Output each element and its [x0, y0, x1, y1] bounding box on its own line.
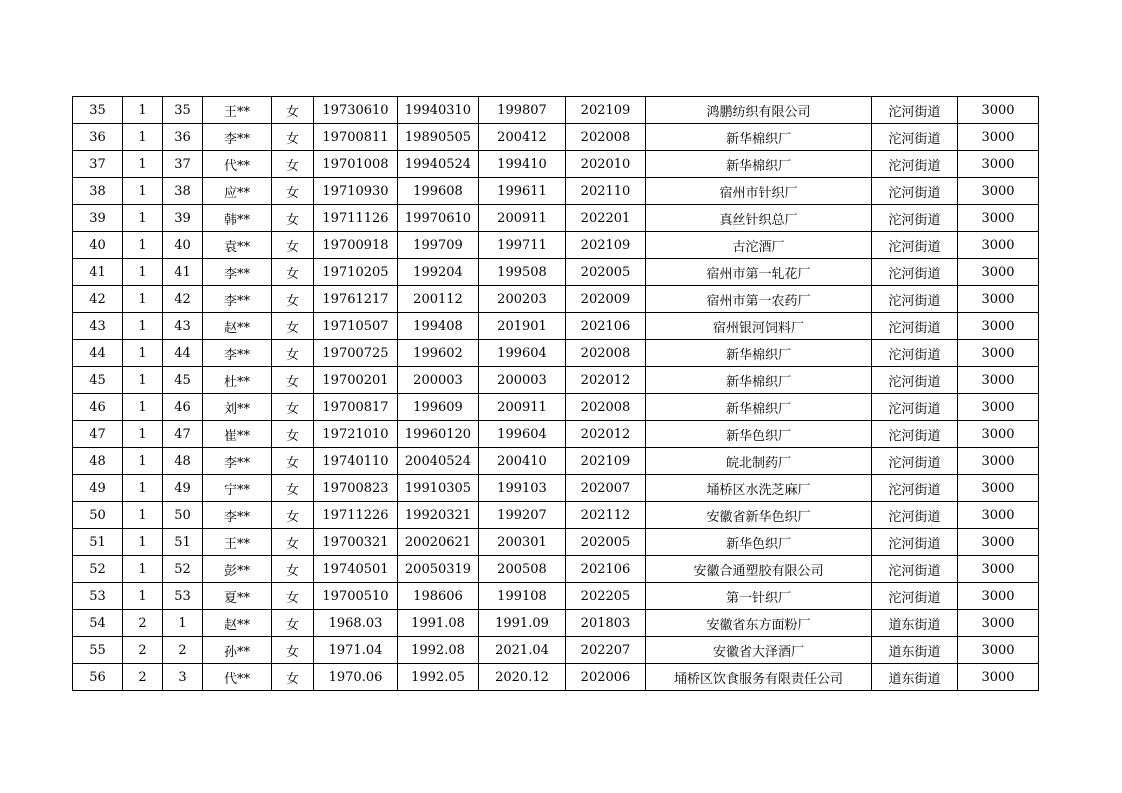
- subdistrict-cell: 沱河街道: [872, 475, 958, 502]
- birth-date-cell: 19700510: [314, 583, 398, 610]
- subdistrict-cell: 沱河街道: [872, 583, 958, 610]
- work-start-cell: 1992.05: [398, 664, 479, 691]
- month-cell: 202207: [566, 637, 646, 664]
- amount-cell: 3000: [958, 421, 1039, 448]
- amount-cell: 3000: [958, 205, 1039, 232]
- subdistrict-cell: 沱河街道: [872, 97, 958, 124]
- name-cell: 王**: [203, 97, 272, 124]
- birth-date-cell: 19700811: [314, 124, 398, 151]
- seq-cell: 41: [73, 259, 123, 286]
- group-cell: 1: [123, 502, 163, 529]
- name-cell: 崔**: [203, 421, 272, 448]
- amount-cell: 3000: [958, 124, 1039, 151]
- name-cell: 韩**: [203, 205, 272, 232]
- employer-cell: 新华棉织厂: [646, 124, 872, 151]
- birth-date-cell: 19761217: [314, 286, 398, 313]
- date-cell: 199604: [479, 421, 566, 448]
- gender-cell: 女: [272, 502, 314, 529]
- date-cell: 199103: [479, 475, 566, 502]
- gender-cell: 女: [272, 367, 314, 394]
- table-row: [73, 259, 1039, 286]
- group-seq-cell: 42: [163, 286, 203, 313]
- subdistrict-cell: 道东街道: [872, 637, 958, 664]
- name-cell: 杜**: [203, 367, 272, 394]
- table-row: [73, 610, 1039, 637]
- subdistrict-cell: 道东街道: [872, 610, 958, 637]
- amount-cell: 3000: [958, 529, 1039, 556]
- group-seq-cell: 41: [163, 259, 203, 286]
- group-seq-cell: 3: [163, 664, 203, 691]
- birth-date-cell: 19701008: [314, 151, 398, 178]
- table-row: [73, 421, 1039, 448]
- records-body: [73, 97, 1039, 691]
- gender-cell: 女: [272, 151, 314, 178]
- group-cell: 1: [123, 529, 163, 556]
- seq-cell: 45: [73, 367, 123, 394]
- month-cell: 202109: [566, 448, 646, 475]
- amount-cell: 3000: [958, 637, 1039, 664]
- month-cell: 202201: [566, 205, 646, 232]
- employer-cell: 古沱酒厂: [646, 232, 872, 259]
- seq-cell: 55: [73, 637, 123, 664]
- table-row: [73, 205, 1039, 232]
- group-seq-cell: 47: [163, 421, 203, 448]
- subdistrict-cell: 沱河街道: [872, 367, 958, 394]
- date-cell: 200410: [479, 448, 566, 475]
- birth-date-cell: 19710930: [314, 178, 398, 205]
- work-start-cell: 199709: [398, 232, 479, 259]
- subdistrict-cell: 沱河街道: [872, 313, 958, 340]
- work-start-cell: 1991.08: [398, 610, 479, 637]
- work-start-cell: 19940524: [398, 151, 479, 178]
- date-cell: 2020.12: [479, 664, 566, 691]
- employer-cell: 埇桥区水洗芝麻厂: [646, 475, 872, 502]
- group-seq-cell: 46: [163, 394, 203, 421]
- amount-cell: 3000: [958, 448, 1039, 475]
- work-start-cell: 19940310: [398, 97, 479, 124]
- seq-cell: 43: [73, 313, 123, 340]
- seq-cell: 40: [73, 232, 123, 259]
- work-start-cell: 1992.08: [398, 637, 479, 664]
- month-cell: 202010: [566, 151, 646, 178]
- employer-cell: 真丝针织总厂: [646, 205, 872, 232]
- date-cell: 199108: [479, 583, 566, 610]
- subdistrict-cell: 道东街道: [872, 664, 958, 691]
- birth-date-cell: 19700201: [314, 367, 398, 394]
- gender-cell: 女: [272, 205, 314, 232]
- group-cell: 1: [123, 556, 163, 583]
- date-cell: 200508: [479, 556, 566, 583]
- subdistrict-cell: 沱河街道: [872, 529, 958, 556]
- gender-cell: 女: [272, 97, 314, 124]
- amount-cell: 3000: [958, 502, 1039, 529]
- month-cell: 202006: [566, 664, 646, 691]
- work-start-cell: 19910305: [398, 475, 479, 502]
- amount-cell: 3000: [958, 178, 1039, 205]
- employer-cell: 皖北制药厂: [646, 448, 872, 475]
- name-cell: 孙**: [203, 637, 272, 664]
- group-seq-cell: 43: [163, 313, 203, 340]
- seq-cell: 38: [73, 178, 123, 205]
- group-seq-cell: 44: [163, 340, 203, 367]
- employer-cell: 宿州市第一轧花厂: [646, 259, 872, 286]
- seq-cell: 44: [73, 340, 123, 367]
- group-cell: 1: [123, 286, 163, 313]
- name-cell: 赵**: [203, 313, 272, 340]
- employer-cell: 安徽省大泽酒厂: [646, 637, 872, 664]
- gender-cell: 女: [272, 394, 314, 421]
- name-cell: 刘**: [203, 394, 272, 421]
- subdistrict-cell: 沱河街道: [872, 205, 958, 232]
- amount-cell: 3000: [958, 556, 1039, 583]
- birth-date-cell: 19730610: [314, 97, 398, 124]
- gender-cell: 女: [272, 610, 314, 637]
- group-seq-cell: 35: [163, 97, 203, 124]
- subdistrict-cell: 沱河街道: [872, 151, 958, 178]
- seq-cell: 52: [73, 556, 123, 583]
- amount-cell: 3000: [958, 340, 1039, 367]
- employer-cell: 新华棉织厂: [646, 340, 872, 367]
- gender-cell: 女: [272, 259, 314, 286]
- birth-date-cell: 1971.04: [314, 637, 398, 664]
- subdistrict-cell: 沱河街道: [872, 286, 958, 313]
- group-seq-cell: 40: [163, 232, 203, 259]
- seq-cell: 51: [73, 529, 123, 556]
- employer-cell: 宿州市第一农药厂: [646, 286, 872, 313]
- gender-cell: 女: [272, 232, 314, 259]
- seq-cell: 39: [73, 205, 123, 232]
- date-cell: 2021.04: [479, 637, 566, 664]
- amount-cell: 3000: [958, 286, 1039, 313]
- table-row: [73, 637, 1039, 664]
- work-start-cell: 20020621: [398, 529, 479, 556]
- gender-cell: 女: [272, 583, 314, 610]
- employer-cell: 鸿鹏纺织有限公司: [646, 97, 872, 124]
- group-seq-cell: 38: [163, 178, 203, 205]
- gender-cell: 女: [272, 556, 314, 583]
- date-cell: 199604: [479, 340, 566, 367]
- subdistrict-cell: 沱河街道: [872, 259, 958, 286]
- gender-cell: 女: [272, 313, 314, 340]
- employer-cell: 新华棉织厂: [646, 151, 872, 178]
- birth-date-cell: 1970.06: [314, 664, 398, 691]
- date-cell: 199611: [479, 178, 566, 205]
- date-cell: 199807: [479, 97, 566, 124]
- name-cell: 夏**: [203, 583, 272, 610]
- month-cell: 202009: [566, 286, 646, 313]
- birth-date-cell: 19711126: [314, 205, 398, 232]
- group-seq-cell: 45: [163, 367, 203, 394]
- seq-cell: 56: [73, 664, 123, 691]
- seq-cell: 50: [73, 502, 123, 529]
- birth-date-cell: 19740110: [314, 448, 398, 475]
- work-start-cell: 19920321: [398, 502, 479, 529]
- amount-cell: 3000: [958, 259, 1039, 286]
- name-cell: 赵**: [203, 610, 272, 637]
- amount-cell: 3000: [958, 475, 1039, 502]
- work-start-cell: 198606: [398, 583, 479, 610]
- work-start-cell: 200003: [398, 367, 479, 394]
- work-start-cell: 199609: [398, 394, 479, 421]
- month-cell: 201803: [566, 610, 646, 637]
- gender-cell: 女: [272, 178, 314, 205]
- gender-cell: 女: [272, 286, 314, 313]
- gender-cell: 女: [272, 340, 314, 367]
- subdistrict-cell: 沱河街道: [872, 502, 958, 529]
- group-cell: 1: [123, 232, 163, 259]
- group-cell: 1: [123, 583, 163, 610]
- group-cell: 1: [123, 97, 163, 124]
- amount-cell: 3000: [958, 664, 1039, 691]
- seq-cell: 35: [73, 97, 123, 124]
- subdistrict-cell: 沱河街道: [872, 340, 958, 367]
- name-cell: 袁**: [203, 232, 272, 259]
- table-row: [73, 367, 1039, 394]
- birth-date-cell: 19700321: [314, 529, 398, 556]
- date-cell: 200911: [479, 205, 566, 232]
- name-cell: 宁**: [203, 475, 272, 502]
- name-cell: 王**: [203, 529, 272, 556]
- table-row: [73, 97, 1039, 124]
- work-start-cell: 19970610: [398, 205, 479, 232]
- table-row: [73, 394, 1039, 421]
- group-cell: 1: [123, 178, 163, 205]
- seq-cell: 37: [73, 151, 123, 178]
- month-cell: 202008: [566, 124, 646, 151]
- group-cell: 2: [123, 610, 163, 637]
- month-cell: 202005: [566, 259, 646, 286]
- table-row: [73, 556, 1039, 583]
- group-seq-cell: 37: [163, 151, 203, 178]
- employer-cell: 安徽合通塑胶有限公司: [646, 556, 872, 583]
- seq-cell: 46: [73, 394, 123, 421]
- employer-cell: 安徽省新华色织厂: [646, 502, 872, 529]
- date-cell: 200301: [479, 529, 566, 556]
- birth-date-cell: 19710507: [314, 313, 398, 340]
- name-cell: 李**: [203, 340, 272, 367]
- table-row: [73, 583, 1039, 610]
- name-cell: 李**: [203, 124, 272, 151]
- employer-cell: 宿州银河饲料厂: [646, 313, 872, 340]
- group-cell: 1: [123, 313, 163, 340]
- table-row: [73, 475, 1039, 502]
- group-cell: 1: [123, 151, 163, 178]
- group-cell: 1: [123, 475, 163, 502]
- work-start-cell: 200112: [398, 286, 479, 313]
- month-cell: 202110: [566, 178, 646, 205]
- date-cell: 200203: [479, 286, 566, 313]
- name-cell: 代**: [203, 151, 272, 178]
- gender-cell: 女: [272, 124, 314, 151]
- date-cell: 200911: [479, 394, 566, 421]
- date-cell: 1991.09: [479, 610, 566, 637]
- table-row: [73, 502, 1039, 529]
- name-cell: 李**: [203, 286, 272, 313]
- group-seq-cell: 50: [163, 502, 203, 529]
- birth-date-cell: 19740501: [314, 556, 398, 583]
- group-seq-cell: 51: [163, 529, 203, 556]
- birth-date-cell: 19700725: [314, 340, 398, 367]
- gender-cell: 女: [272, 637, 314, 664]
- seq-cell: 47: [73, 421, 123, 448]
- subdistrict-cell: 沱河街道: [872, 232, 958, 259]
- amount-cell: 3000: [958, 151, 1039, 178]
- group-seq-cell: 52: [163, 556, 203, 583]
- group-seq-cell: 49: [163, 475, 203, 502]
- work-start-cell: 19960120: [398, 421, 479, 448]
- work-start-cell: 199204: [398, 259, 479, 286]
- subdistrict-cell: 沱河街道: [872, 178, 958, 205]
- seq-cell: 36: [73, 124, 123, 151]
- table-row: [73, 286, 1039, 313]
- month-cell: 202106: [566, 556, 646, 583]
- subdistrict-cell: 沱河街道: [872, 556, 958, 583]
- birth-date-cell: 1968.03: [314, 610, 398, 637]
- seq-cell: 54: [73, 610, 123, 637]
- table-row: [73, 232, 1039, 259]
- group-cell: 1: [123, 421, 163, 448]
- work-start-cell: 199608: [398, 178, 479, 205]
- gender-cell: 女: [272, 664, 314, 691]
- subdistrict-cell: 沱河街道: [872, 124, 958, 151]
- date-cell: 199508: [479, 259, 566, 286]
- amount-cell: 3000: [958, 232, 1039, 259]
- date-cell: 199207: [479, 502, 566, 529]
- subdistrict-cell: 沱河街道: [872, 421, 958, 448]
- seq-cell: 48: [73, 448, 123, 475]
- group-seq-cell: 2: [163, 637, 203, 664]
- group-seq-cell: 36: [163, 124, 203, 151]
- month-cell: 202112: [566, 502, 646, 529]
- group-seq-cell: 53: [163, 583, 203, 610]
- birth-date-cell: 19721010: [314, 421, 398, 448]
- month-cell: 202007: [566, 475, 646, 502]
- amount-cell: 3000: [958, 367, 1039, 394]
- group-seq-cell: 1: [163, 610, 203, 637]
- table-row: [73, 313, 1039, 340]
- gender-cell: 女: [272, 529, 314, 556]
- employer-cell: 安徽省东方面粉厂: [646, 610, 872, 637]
- group-seq-cell: 48: [163, 448, 203, 475]
- amount-cell: 3000: [958, 583, 1039, 610]
- birth-date-cell: 19710205: [314, 259, 398, 286]
- table-row: [73, 178, 1039, 205]
- subdistrict-cell: 沱河街道: [872, 394, 958, 421]
- date-cell: 200003: [479, 367, 566, 394]
- work-start-cell: 20050319: [398, 556, 479, 583]
- table-row: [73, 448, 1039, 475]
- gender-cell: 女: [272, 448, 314, 475]
- employer-cell: 宿州市针织厂: [646, 178, 872, 205]
- month-cell: 202005: [566, 529, 646, 556]
- work-start-cell: 20040524: [398, 448, 479, 475]
- amount-cell: 3000: [958, 313, 1039, 340]
- work-start-cell: 19890505: [398, 124, 479, 151]
- group-cell: 1: [123, 367, 163, 394]
- table-row: [73, 124, 1039, 151]
- month-cell: 202012: [566, 421, 646, 448]
- month-cell: 202012: [566, 367, 646, 394]
- table-row: [73, 529, 1039, 556]
- month-cell: 202008: [566, 394, 646, 421]
- subdistrict-cell: 沱河街道: [872, 448, 958, 475]
- date-cell: 200412: [479, 124, 566, 151]
- records-table: [72, 96, 1039, 691]
- employer-cell: 新华棉织厂: [646, 394, 872, 421]
- group-cell: 1: [123, 340, 163, 367]
- employer-cell: 第一针织厂: [646, 583, 872, 610]
- name-cell: 应**: [203, 178, 272, 205]
- month-cell: 202106: [566, 313, 646, 340]
- group-cell: 1: [123, 205, 163, 232]
- employer-cell: 埇桥区饮食服务有限责任公司: [646, 664, 872, 691]
- table-row: [73, 664, 1039, 691]
- seq-cell: 49: [73, 475, 123, 502]
- date-cell: 199711: [479, 232, 566, 259]
- gender-cell: 女: [272, 421, 314, 448]
- group-cell: 1: [123, 259, 163, 286]
- group-cell: 2: [123, 664, 163, 691]
- month-cell: 202008: [566, 340, 646, 367]
- name-cell: 李**: [203, 502, 272, 529]
- birth-date-cell: 19700817: [314, 394, 398, 421]
- amount-cell: 3000: [958, 610, 1039, 637]
- amount-cell: 3000: [958, 394, 1039, 421]
- group-cell: 1: [123, 394, 163, 421]
- date-cell: 199410: [479, 151, 566, 178]
- birth-date-cell: 19700823: [314, 475, 398, 502]
- name-cell: 代**: [203, 664, 272, 691]
- month-cell: 202109: [566, 232, 646, 259]
- group-cell: 2: [123, 637, 163, 664]
- table-row: [73, 151, 1039, 178]
- employer-cell: 新华色织厂: [646, 421, 872, 448]
- employer-cell: 新华棉织厂: [646, 367, 872, 394]
- group-seq-cell: 39: [163, 205, 203, 232]
- employer-cell: 新华色织厂: [646, 529, 872, 556]
- birth-date-cell: 19711226: [314, 502, 398, 529]
- table-row: [73, 340, 1039, 367]
- name-cell: 李**: [203, 259, 272, 286]
- seq-cell: 42: [73, 286, 123, 313]
- date-cell: 201901: [479, 313, 566, 340]
- amount-cell: 3000: [958, 97, 1039, 124]
- month-cell: 202109: [566, 97, 646, 124]
- work-start-cell: 199408: [398, 313, 479, 340]
- group-cell: 1: [123, 448, 163, 475]
- month-cell: 202205: [566, 583, 646, 610]
- group-cell: 1: [123, 124, 163, 151]
- name-cell: 李**: [203, 448, 272, 475]
- birth-date-cell: 19700918: [314, 232, 398, 259]
- gender-cell: 女: [272, 475, 314, 502]
- work-start-cell: 199602: [398, 340, 479, 367]
- name-cell: 彭**: [203, 556, 272, 583]
- seq-cell: 53: [73, 583, 123, 610]
